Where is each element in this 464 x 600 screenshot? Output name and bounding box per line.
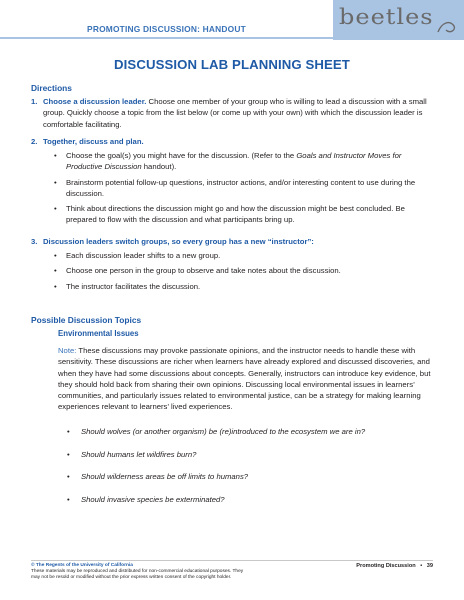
list-item: • Brainstorm potential follow-up questions, instructor actions, and/or interesting content to use during the discussion. bbox=[66, 177, 426, 200]
list-item: • Each discussion leader shifts to a new group. bbox=[66, 250, 426, 261]
copyright-line: may not be resold or modified without the prior express written consent of the copyright holder. bbox=[31, 575, 232, 581]
page-footer-label bbox=[356, 563, 433, 569]
step-number: 3. bbox=[31, 237, 38, 246]
topics-subheading: Environmental Issues bbox=[58, 329, 139, 338]
list-item: • Should wilderness areas be off limits to humans? bbox=[81, 471, 421, 482]
note-paragraph bbox=[58, 345, 433, 413]
topics-heading: Possible Discussion Topics bbox=[31, 315, 142, 325]
directions-heading: Directions bbox=[31, 83, 72, 93]
step-2-bullets bbox=[66, 150, 426, 230]
list-item: • Choose one person in the group to observe and take notes about the discussion. bbox=[66, 265, 426, 276]
page-number: 39 bbox=[426, 563, 433, 569]
step-3 bbox=[31, 236, 443, 247]
list-item: • Should humans let wildfires burn? bbox=[81, 449, 421, 460]
header-rule bbox=[0, 37, 333, 39]
step-3-bullets bbox=[66, 250, 426, 296]
header-band bbox=[0, 0, 333, 40]
logo-text: beetles bbox=[339, 4, 434, 30]
copyright-notice bbox=[31, 563, 243, 582]
list-item bbox=[66, 150, 426, 173]
beetles-logo bbox=[333, 0, 464, 40]
list-item: • Should invasive species be exterminated? bbox=[81, 494, 421, 505]
list-item: • Should wolves (or another organism) be (re)introduced to the ecosystem we are in? bbox=[81, 426, 421, 437]
step-text: Choose one member of your group who is willing to lead a discussion with a small group. Quickly choose a topic from the list below (or come up with your own) with which the discussion leader is comfortable facilitating. bbox=[43, 97, 427, 129]
note-text: These discussions may provoke passionate opinions, and the instructor needs to handle these with sensitivity. These discussions are richer when learners have already explored and discussed discoveries, and when they have had some discussions about concepts. Generally, instructors can introduce key evidence, but they should hold back from sharing their own opinions. Discussing local environmental issues in learners’ communities, and particularly issues related to environmental justice, can be a strategy for making learning experiences relevant to learners’ lived experiences. bbox=[58, 346, 431, 412]
list-item: • The instructor facilitates the discussion. bbox=[66, 281, 426, 292]
copyright-line: These materials may be reproduced and distributed for non-commercial educational purposes. They bbox=[31, 569, 244, 575]
logo-swirl-icon bbox=[436, 18, 458, 36]
header-title: PROMOTING DISCUSSION: HANDOUT bbox=[87, 24, 246, 34]
footer-rule bbox=[31, 560, 433, 561]
footer-section: Promoting Discussion bbox=[356, 563, 416, 569]
note-label: Note: bbox=[58, 346, 77, 355]
step-number: 1. bbox=[31, 97, 38, 106]
step-lead: Choose a discussion leader. bbox=[43, 97, 147, 106]
step-lead: Discussion leaders switch groups, so every group has a new “instructor”: bbox=[43, 237, 314, 246]
copyright-holder: © The Regents of the University of California bbox=[31, 563, 133, 568]
bullet-text: Choose the goal(s) you might have for the discussion. (Refer to the bbox=[66, 151, 297, 160]
list-item: • Think about directions the discussion might go and how the discussion might be best concluded. Be prepared to flow with the discussion and what participants bring up. bbox=[66, 203, 426, 226]
page-header bbox=[0, 0, 464, 40]
page-title: DISCUSSION LAB PLANNING SHEET bbox=[114, 57, 350, 72]
question-list bbox=[81, 426, 421, 516]
step-2 bbox=[31, 136, 443, 147]
step-number: 2. bbox=[31, 137, 38, 146]
step-lead: Together, discuss and plan. bbox=[43, 137, 144, 146]
handout-reference: Goals and Instructor Moves for Productive Discussion bbox=[66, 151, 402, 172]
footer-separator: • bbox=[420, 563, 423, 569]
bullet-text: handout). bbox=[141, 162, 177, 172]
step-1 bbox=[31, 96, 443, 130]
